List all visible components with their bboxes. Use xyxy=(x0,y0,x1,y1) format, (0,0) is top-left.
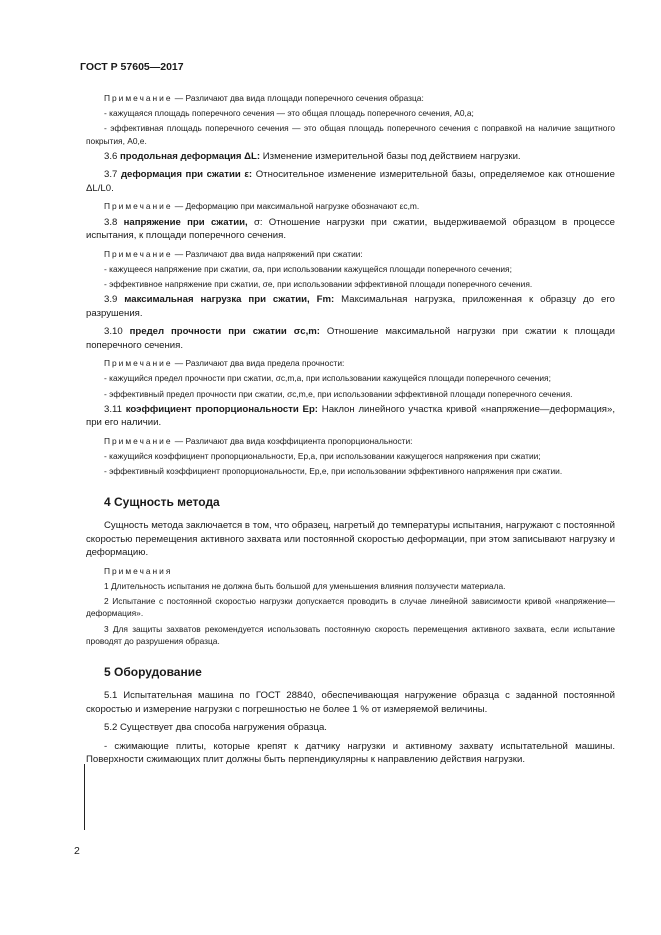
note-label: Примечание xyxy=(104,435,173,446)
note-label: Примечание xyxy=(104,201,173,212)
definition-text: Максимальная нагрузка, приложенная к образцу до его разрушения. xyxy=(86,294,615,319)
section-paragraph: 5.1 Испытательная машина по ГОСТ 28840, обеспечивающая нагружение образца с заданной постоянной скоростью и измерение нагрузки с погрешностью не более 1 % от измеряемой величины. xyxy=(86,690,615,715)
note-text: — Различают два вида напряжений при сжатии: xyxy=(172,248,363,259)
section-heading: 5 Оборудование xyxy=(104,665,202,680)
clause-number: 3.10 xyxy=(104,326,130,338)
section-heading: 4 Сущность метода xyxy=(104,495,220,510)
definition-text: Наклон линейного участка кривой «напряжение—деформация», при его наличии. xyxy=(86,403,615,429)
definition-3-9 xyxy=(86,293,615,320)
note-item: - кажущийся предел прочности при сжатии, σc,m,a, при использовании кажущейся площади поперечного сечения; xyxy=(104,373,551,384)
clause-number: 3.6 xyxy=(104,150,121,162)
note-item: 2 Испытание с постоянной скоростью нагрузки допускается проводить в случае линейной зависимости кривой «напряжение—деформация». xyxy=(86,596,615,619)
note-item: - кажущийся коэффициент пропорциональности, Ep,a, при использовании кажущегося напряжения при сжатии; xyxy=(104,450,541,461)
definition-3-11 xyxy=(86,403,615,430)
note-item: 3 Для защиты захватов рекомендуется использовать постоянную скорость перемещения активного захвата, если испытание проводят до разрушения образца. xyxy=(86,623,615,646)
note-stress-types xyxy=(86,248,615,260)
section-paragraph: 5.2 Существует два способа нагружения образца. xyxy=(104,722,327,734)
note-item: - эффективный предел прочности при сжатии, σc,m,e, при использовании эффективной площади поперечного сечения. xyxy=(104,388,573,399)
note-text: — Различают два вида коэффициента пропорциональности: xyxy=(172,435,413,446)
note-item: - эффективный коэффициент пропорциональности, Ep,e, при использовании эффективного напряжения при сжатии. xyxy=(104,466,563,477)
section-paragraph: Сущность метода заключается в том, что образец, нагретый до температуры испытания, нагружают с постоянной скоростью перемещения активного захвата или постоянной скоростью деформации, при этом записывают нагрузку и деформацию. xyxy=(86,520,615,559)
page-number: 2 xyxy=(74,845,80,857)
note-item: - кажущееся напряжение при сжатии, σa, при использовании кажущейся площади поперечного сечения; xyxy=(104,263,512,274)
note-area-types xyxy=(86,92,615,104)
term: предел прочности при сжатии σc,m: xyxy=(129,326,320,338)
note-coefficient-types xyxy=(86,435,615,447)
section-paragraph: - сжимающие плиты, которые крепят к датчику нагрузки и активному захвату испытательной машины. Поверхности сжимающих плит должны быть перпендикулярны к направлению действия нагрузки. xyxy=(86,740,615,766)
note-item: - эффективная площадь поперечного сечения — это общая площадь поперечного сечения с поправкой на наличие защитного покрытия, A0,e. xyxy=(86,123,615,146)
note-deformation xyxy=(86,200,615,212)
standard-header: ГОСТ Р 57605—2017 xyxy=(80,61,184,73)
change-bar xyxy=(84,764,85,830)
term: напряжение при сжатии, xyxy=(123,216,248,228)
note-item: - кажущаяся площадь поперечного сечения — это общая площадь поперечного сечения, A0,a; xyxy=(104,108,474,119)
note-text: — Различают два вида площади поперечного сечения образца: xyxy=(172,93,424,103)
clause-number: 3.8 xyxy=(104,216,124,228)
definition-text: σ: Отношение нагрузки при сжатии, выдерживаемой образцом в процессе испытания, к площади поперечного сечения. xyxy=(86,216,615,242)
definition-text: Отношение максимальной нагрузки при сжатии к площади поперечного сечения. xyxy=(86,326,615,351)
note-label: Примечание xyxy=(104,93,173,103)
clause-number: 3.11 xyxy=(104,403,126,415)
clause-number: 3.7 xyxy=(104,169,121,181)
note-label: Примечание xyxy=(104,248,173,259)
note-item: - эффективное напряжение при сжатии, σe, при использовании эффективной площади поперечного сечения. xyxy=(104,278,533,289)
definition-text: Изменение измерительной базы под действием нагрузки. xyxy=(260,150,521,162)
term: продольная деформация ΔL: xyxy=(120,150,261,162)
notes-label: Примечания xyxy=(104,565,173,576)
definition-3-6 xyxy=(86,150,615,164)
definition-3-7 xyxy=(86,168,615,195)
definition-text: Относительное изменение измерительной базы, определяемое как отношение ΔL/L0. xyxy=(86,169,615,194)
note-item: 1 Длительность испытания не должна быть большой для уменьшения влияния ползучести материала. xyxy=(104,581,506,592)
note-label: Примечание xyxy=(104,358,173,369)
clause-number: 3.9 xyxy=(104,294,125,306)
note-strength-types xyxy=(86,357,615,369)
term: деформация при сжатии ε: xyxy=(120,169,253,181)
definition-3-10 xyxy=(86,325,615,352)
document-content xyxy=(86,92,615,772)
definition-3-8 xyxy=(86,216,615,243)
note-text: — Деформацию при максимальной нагрузке обозначают εc,m. xyxy=(172,201,420,212)
term: коэффициент пропорциональности Ep: xyxy=(125,403,319,415)
term: максимальная нагрузка при сжатии, Fm: xyxy=(124,294,335,306)
note-text: — Различают два вида предела прочности: xyxy=(172,358,345,369)
